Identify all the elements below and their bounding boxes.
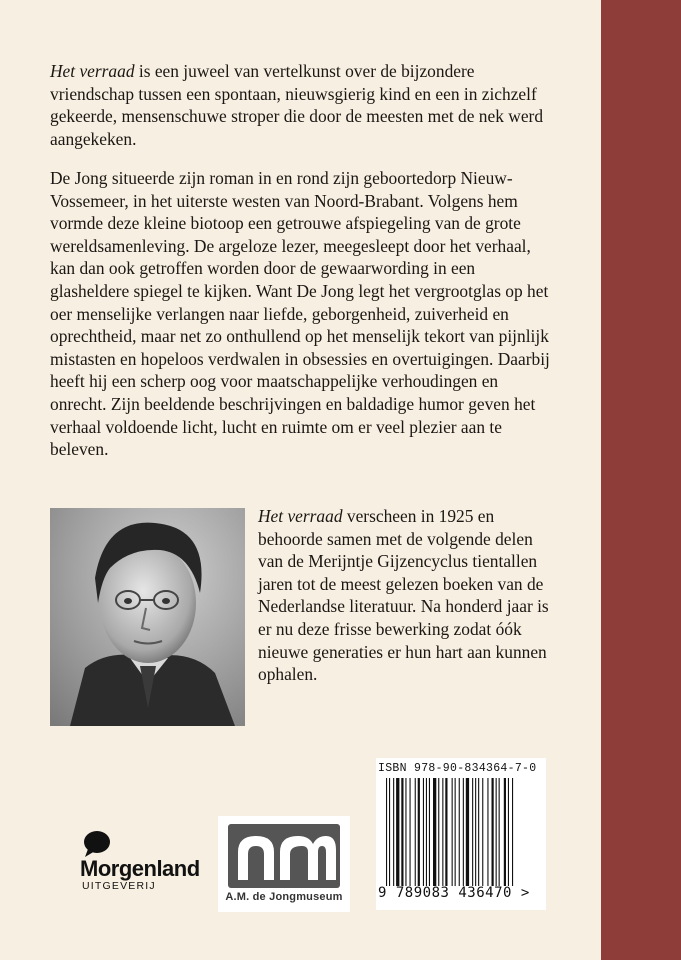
barcode-bar xyxy=(452,778,453,886)
barcode-bar xyxy=(475,778,476,886)
barcode-bar xyxy=(415,778,416,886)
barcode-bar xyxy=(512,778,513,886)
closing-paragraph xyxy=(258,505,558,686)
book-title-italic-2: Het verraad xyxy=(258,506,343,526)
isbn-label: ISBN 978-90-834364-7-0 xyxy=(378,762,537,775)
barcode-bar xyxy=(418,778,420,886)
barcode-bar xyxy=(410,778,411,886)
barcode-bar xyxy=(504,778,506,886)
barcode-bar xyxy=(496,778,497,886)
barcode-bar xyxy=(438,778,439,886)
barcode-bar xyxy=(401,778,403,886)
barcode-bar xyxy=(445,778,447,886)
barcode-bar xyxy=(405,778,406,886)
author-portrait xyxy=(50,508,245,726)
barcode-bar xyxy=(429,778,430,886)
barcode-bar xyxy=(433,778,436,886)
museum-name: A.M. de Jongmuseum xyxy=(225,891,343,903)
body-paragraph: De Jong situeerde zijn roman in en rond zijn geboortedorp Nieuw-Vossemeer, in het uiterste westen van Noord-Brabant. Volgens hem vormde deze kleine biotoop een getrouwe afspiegeling van de grote wereldsamenleving. De argeloze lezer, meegesleept door het verhaal, kan dan ook getroffen worden door de gewaarwording in een glasheldere spiegel te kijken. Want De Jong legt het vergrootglas op het oer menselijke verlangen naar liefde, geborgenheid, zuiverheid en oprechtheid, maar net zo onthullend op het menselijk tekort van pijnlijk mistasten en hopeloos verdwalen in obsessies en overtuigingen. Daarbij heeft hij een scherp oog voor maatschappelijke verhoudingen en onrecht. Zijn beeldende beschrijvingen en baldadige humor geven het verhaal voldoende licht, lucht en ruimte om er veel plezier aan te beleven. xyxy=(50,168,550,460)
museum-logo xyxy=(218,816,350,912)
barcode-bar xyxy=(442,778,443,886)
barcode-bar xyxy=(492,778,494,886)
barcode-bar xyxy=(393,778,394,886)
barcode-bar xyxy=(389,778,390,886)
barcode-area xyxy=(376,758,546,910)
barcode-bar xyxy=(466,778,469,886)
barcode-bar xyxy=(423,778,424,886)
closing-paragraph-text: verscheen in 1925 en behoorde samen met de volgende delen van de Merijntje Gijzencyclus tientallen jaren tot de meest gelezen boeken van de Nederlandse literatuur. Na honderd jaar is er nu deze frisse bewerking zodat óók nieuwe generaties er hun hart aan kunnen ophalen. xyxy=(258,506,549,685)
barcode-bar xyxy=(508,778,509,886)
barcode-bar xyxy=(478,778,479,886)
barcode-bar xyxy=(487,778,488,886)
ean-digits: 9 789083 436470 > xyxy=(378,885,530,901)
intro-paragraph xyxy=(50,60,550,150)
barcode-bar xyxy=(455,778,456,886)
barcode-bar xyxy=(426,778,427,886)
publisher-name: Morgenland xyxy=(80,856,200,881)
barcode-bar xyxy=(482,778,483,886)
barcode-bar xyxy=(396,778,399,886)
barcode-bar xyxy=(472,778,473,886)
publisher-subtitle: UITGEVERIJ xyxy=(82,880,156,892)
spine-band xyxy=(601,0,681,960)
barcode-bar xyxy=(459,778,460,886)
book-title-italic: Het verraad xyxy=(50,61,135,81)
barcode-bar xyxy=(463,778,464,886)
barcode-bars xyxy=(386,778,538,886)
barcode-bar xyxy=(386,778,387,886)
barcode-bar xyxy=(499,778,500,886)
intro-paragraph-text: is een juweel van vertelkunst over de bijzondere vriendschap tussen een spontaan, nieuwsgierig kind en een in zichzelf gekeerde, mensenschuwe stroper die door de meesten met de nek werd aangekeken. xyxy=(50,61,544,149)
